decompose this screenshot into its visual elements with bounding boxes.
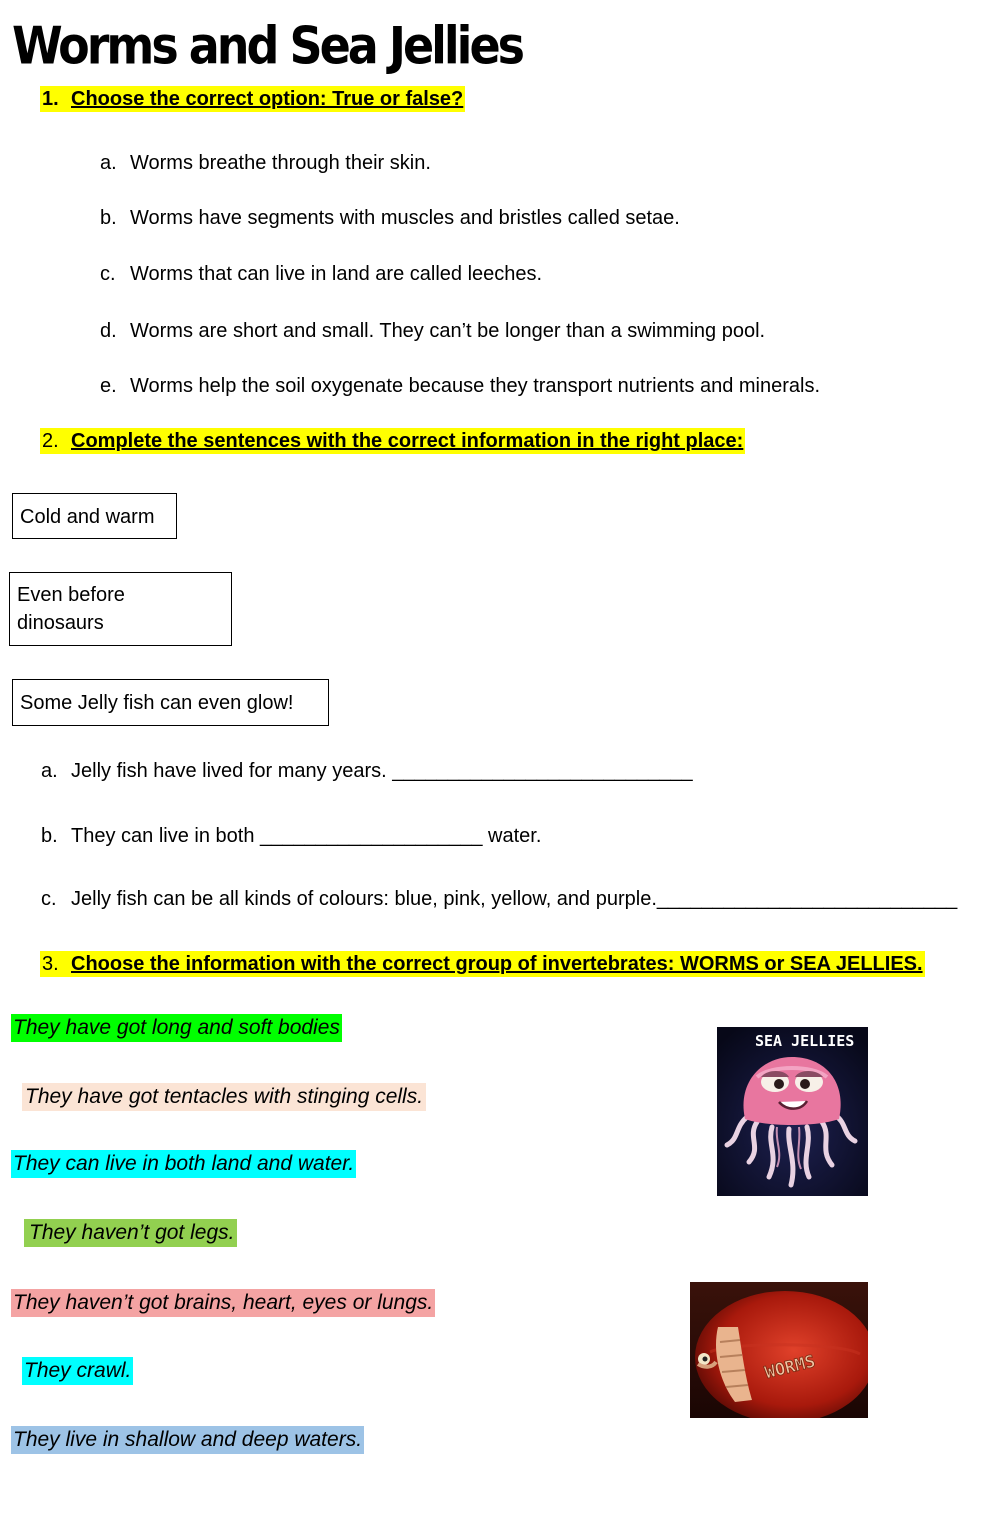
item-text: Worms are short and small. They can’t be longer than a swimming pool. (130, 320, 766, 342)
question-3-number: 3. (42, 953, 59, 975)
item-text: Worms that can live in land are called leeches. (130, 263, 543, 285)
sea-jellies-image[interactable] (717, 1027, 868, 1196)
question-2-sentence-c[interactable] (41, 886, 991, 912)
question-2-text: Complete the sentences with the correct information in the right place: (71, 430, 744, 452)
answer-option-text: Even before dinosaurs (17, 584, 125, 634)
item-text: They can live in both ____________________ water. (71, 825, 542, 847)
item-letter: b. (100, 207, 117, 229)
item-letter: c. (100, 263, 116, 285)
answer-option-box[interactable] (9, 572, 232, 646)
worms-image[interactable] (690, 1282, 868, 1418)
item-letter: b. (41, 825, 58, 847)
question-1-item-d[interactable] (100, 318, 765, 344)
statement-card[interactable]: They haven’t got legs. (24, 1219, 237, 1247)
question-1-item-c[interactable] (100, 261, 542, 287)
question-1-item-e[interactable] (100, 373, 820, 399)
item-text: Worms have segments with muscles and bristles called setae. (130, 207, 680, 229)
statement-card[interactable]: They haven’t got brains, heart, eyes or lungs. (11, 1289, 435, 1317)
question-2-heading (40, 428, 745, 454)
item-letter: a. (41, 760, 58, 782)
statement-card[interactable]: They crawl. (22, 1357, 133, 1385)
jellyfish-illustration (717, 1027, 868, 1196)
statement-card[interactable]: They have got tentacles with stinging cells. (22, 1083, 426, 1111)
answer-option-box[interactable]: Some Jelly fish can even glow! (12, 679, 329, 726)
question-2-sentence-a[interactable] (41, 758, 693, 784)
question-1-heading (40, 86, 465, 112)
question-3-heading (40, 951, 925, 977)
question-1-item-b[interactable] (100, 205, 680, 231)
sea-jellies-label: SEA JELLIES (755, 1032, 855, 1050)
worm-apple-illustration (690, 1282, 868, 1418)
question-3-text: Choose the information with the correct group of invertebrates: WORMS or SEA JELLIES. (71, 953, 923, 975)
question-1-item-a[interactable] (100, 150, 431, 176)
question-1-text: Choose the correct option: True or false? (71, 88, 464, 110)
page-title: Worms and Sea Jellies (12, 15, 523, 76)
worms-label: WORMS (762, 1351, 818, 1384)
question-2-number: 2. (42, 430, 59, 452)
item-letter: c. (41, 888, 57, 910)
item-letter: d. (100, 320, 117, 342)
question-2-sentence-b[interactable] (41, 823, 541, 849)
item-letter: a. (100, 152, 117, 174)
item-text: Jelly fish have lived for many years. ___________________________ (71, 760, 693, 782)
statement-card[interactable]: They can live in both land and water. (11, 1150, 356, 1178)
item-text: Worms breathe through their skin. (130, 152, 431, 174)
answer-option-box[interactable]: Cold and warm (12, 493, 177, 539)
question-1-number: 1. (42, 88, 59, 110)
statement-card[interactable]: They live in shallow and deep waters. (11, 1426, 364, 1454)
item-text: Jelly fish can be all kinds of colours: blue, pink, yellow, and purple.___________________________ (71, 888, 958, 910)
item-text: Worms help the soil oxygenate because they transport nutrients and minerals. (130, 375, 820, 397)
statement-card[interactable]: They have got long and soft bodies (11, 1014, 342, 1042)
item-letter: e. (100, 375, 117, 397)
